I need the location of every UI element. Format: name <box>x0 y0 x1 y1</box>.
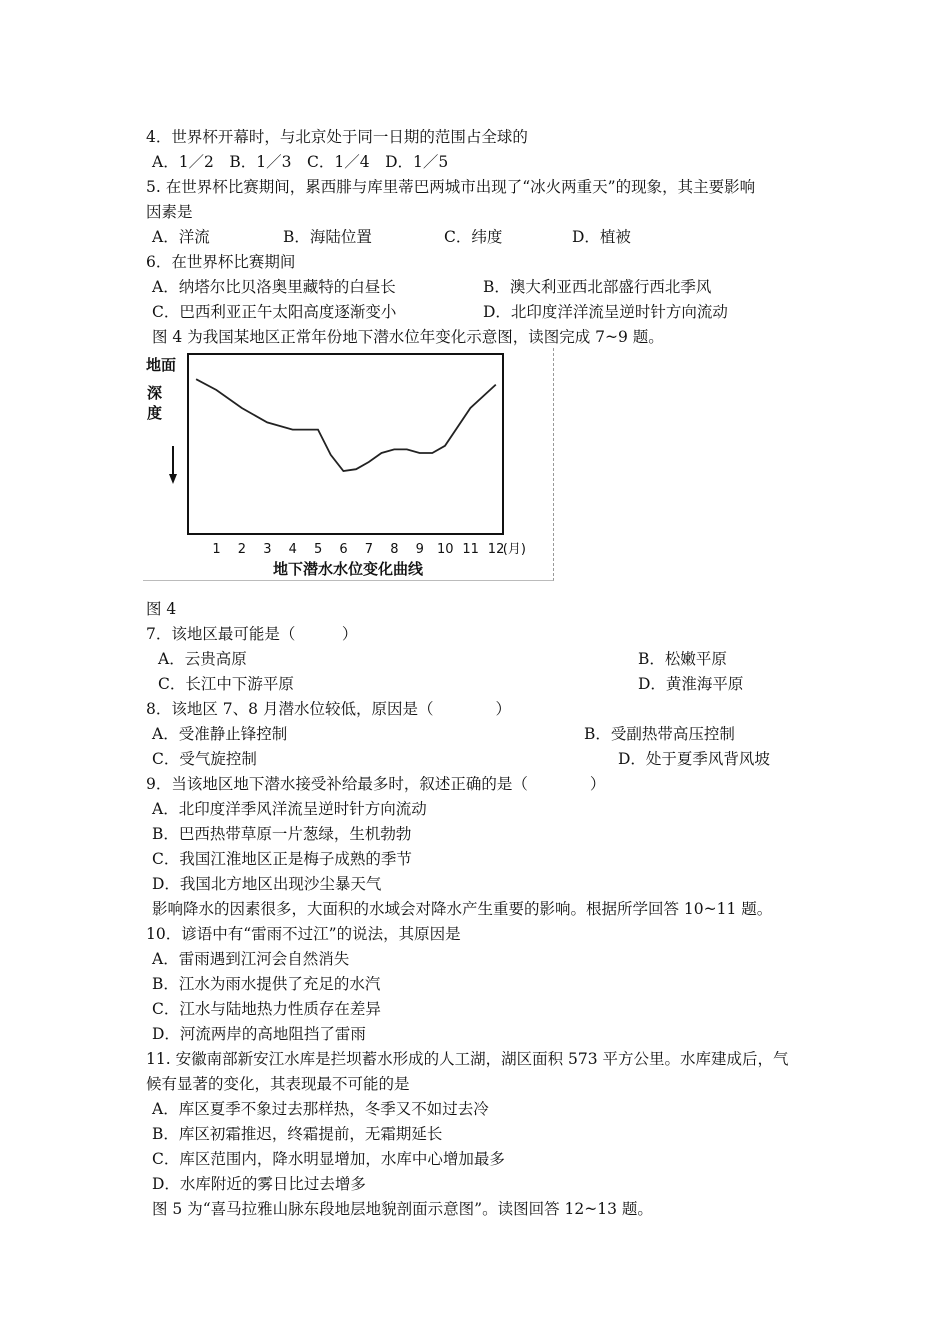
q9-stem: 9．当该地区地下潜水接受补给最多时，叙述正确的是（ ） <box>146 775 606 793</box>
q5-option-c: C．纬度 <box>444 228 503 246</box>
figure4-caption: 图 4 <box>146 600 177 618</box>
q8-option-d: D．处于夏季风背风坡 <box>618 750 770 768</box>
q5-stem-line2: 因素是 <box>146 203 193 221</box>
q9-option-c: C．我国江淮地区正是梅子成熟的季节 <box>152 850 412 868</box>
x-tick-label: 11 <box>462 542 479 557</box>
x-tick-label: 1 <box>212 542 221 557</box>
q5-stem-line1: 5. 在世界杯比赛期间，累西腓与库里蒂巴两城市出现了“冰火两重天”的现象，其主要影响 <box>146 178 756 196</box>
q11-stem-line2: 候有显著的变化，其表现最不可能的是 <box>146 1075 410 1093</box>
intro-figure4: 图 4 为我国某地区正常年份地下潜水位年变化示意图，读图完成 7~9 题。 <box>152 328 664 346</box>
q7-option-b: B．松嫩平原 <box>638 650 727 668</box>
x-tick-label: 3 <box>263 542 272 557</box>
q8-option-b: B．受副热带高压控制 <box>584 725 735 743</box>
x-tick-label: 4 <box>288 542 297 557</box>
q10-option-c: C．江水与陆地热力性质存在差异 <box>152 1000 381 1018</box>
q11-option-b: B．库区初霜推迟，终霜提前，无霜期延长 <box>152 1125 443 1143</box>
intro-q10-11: 影响降水的因素很多，大面积的水域会对降水产生重要的影响。根据所学回答 10~11 题。 <box>152 900 773 918</box>
y-axis-label-group <box>147 384 162 422</box>
q11-stem-line1: 11. 安徽南部新安江水库是拦坝蓄水形成的人工湖，湖区面积 573 平方公里。水库建成后，气 <box>146 1050 789 1068</box>
q11-option-c: C．库区范围内，降水明显增加，水库中心增加最多 <box>152 1150 505 1168</box>
q8-option-a: A．受准静止锋控制 <box>152 725 288 743</box>
chart-frame <box>188 354 503 534</box>
water-level-curve <box>196 379 496 471</box>
q5-option-a: A．洋流 <box>152 228 210 246</box>
x-tick-label: 9 <box>415 542 424 557</box>
q7-stem: 7．该地区最可能是（ ） <box>146 625 358 643</box>
x-tick-label: 10 <box>437 542 454 557</box>
q8-option-c: C．受气旋控制 <box>152 750 257 768</box>
q10-option-b: B．江水为雨水提供了充足的水汽 <box>152 975 381 993</box>
q7-option-c: C．长江中下游平原 <box>158 675 294 693</box>
y-axis-label-char: 深 <box>147 384 163 402</box>
q8-stem: 8．该地区 7、8 月潜水位较低，原因是（ ） <box>146 700 511 718</box>
q6-option-b: B．澳大利亚西北部盛行西北季风 <box>483 278 712 296</box>
x-tick-label: 12 <box>487 542 505 557</box>
q5-option-b: B．海陆位置 <box>283 228 372 246</box>
x-tick-label: 6 <box>339 542 348 557</box>
figure4 <box>143 348 554 581</box>
q10-stem: 10．谚语中有“雷雨不过江”的说法，其原因是 <box>146 925 461 943</box>
q9-option-b: B．巴西热带草原一片葱绿，生机勃勃 <box>152 825 412 843</box>
q6-stem: 6．在世界杯比赛期间 <box>146 253 296 271</box>
depth-arrow-head <box>169 474 177 484</box>
x-tick-label: 5 <box>314 542 323 557</box>
q7-option-a: A．云贵高原 <box>158 650 247 668</box>
x-tick-label: 7 <box>364 542 374 557</box>
q6-option-c: C．巴西利亚正午太阳高度逐渐变小 <box>152 303 397 321</box>
groundwater-chart <box>143 348 553 580</box>
q4-options: A．1／2 B．1／3 C．1／4 D．1／5 <box>152 153 449 171</box>
q11-option-d: D．水库附近的雾日比过去增多 <box>152 1175 366 1193</box>
x-tick-label: 8 <box>390 542 399 557</box>
chart-title: 地下潜水水位变化曲线 <box>273 560 424 578</box>
q11-option-a: A．库区夏季不象过去那样热，冬季又不如过去冷 <box>152 1100 489 1118</box>
q9-option-d: D．我国北方地区出现沙尘暴天气 <box>152 875 382 893</box>
x-tick-label: 2 <box>237 542 247 557</box>
q10-option-d: D．河流两岸的高地阻挡了雷雨 <box>152 1025 366 1043</box>
y-axis-label-char: 度 <box>147 404 163 422</box>
intro-figure5: 图 5 为“喜马拉雅山脉东段地层地貌剖面示意图”。读图回答 12~13 题。 <box>152 1200 653 1218</box>
q7-option-d: D．黄淮海平原 <box>638 675 744 693</box>
q4-stem: 4．世界杯开幕时，与北京处于同一日期的范围占全球的 <box>146 128 528 146</box>
q10-option-a: A．雷雨遇到江河会自然消失 <box>152 950 350 968</box>
q6-option-d: D．北印度洋洋流呈逆时针方向流动 <box>483 303 728 321</box>
q9-option-a: A．北印度洋季风洋流呈逆时针方向流动 <box>152 800 427 818</box>
y-top-label: 地面 <box>146 356 177 374</box>
q6-option-a: A．纳塔尔比贝洛奥里藏特的白昼长 <box>152 278 396 296</box>
x-tick-labels <box>212 542 504 557</box>
x-unit-label: (月) <box>502 542 526 557</box>
q5-option-d: D．植被 <box>572 228 631 246</box>
